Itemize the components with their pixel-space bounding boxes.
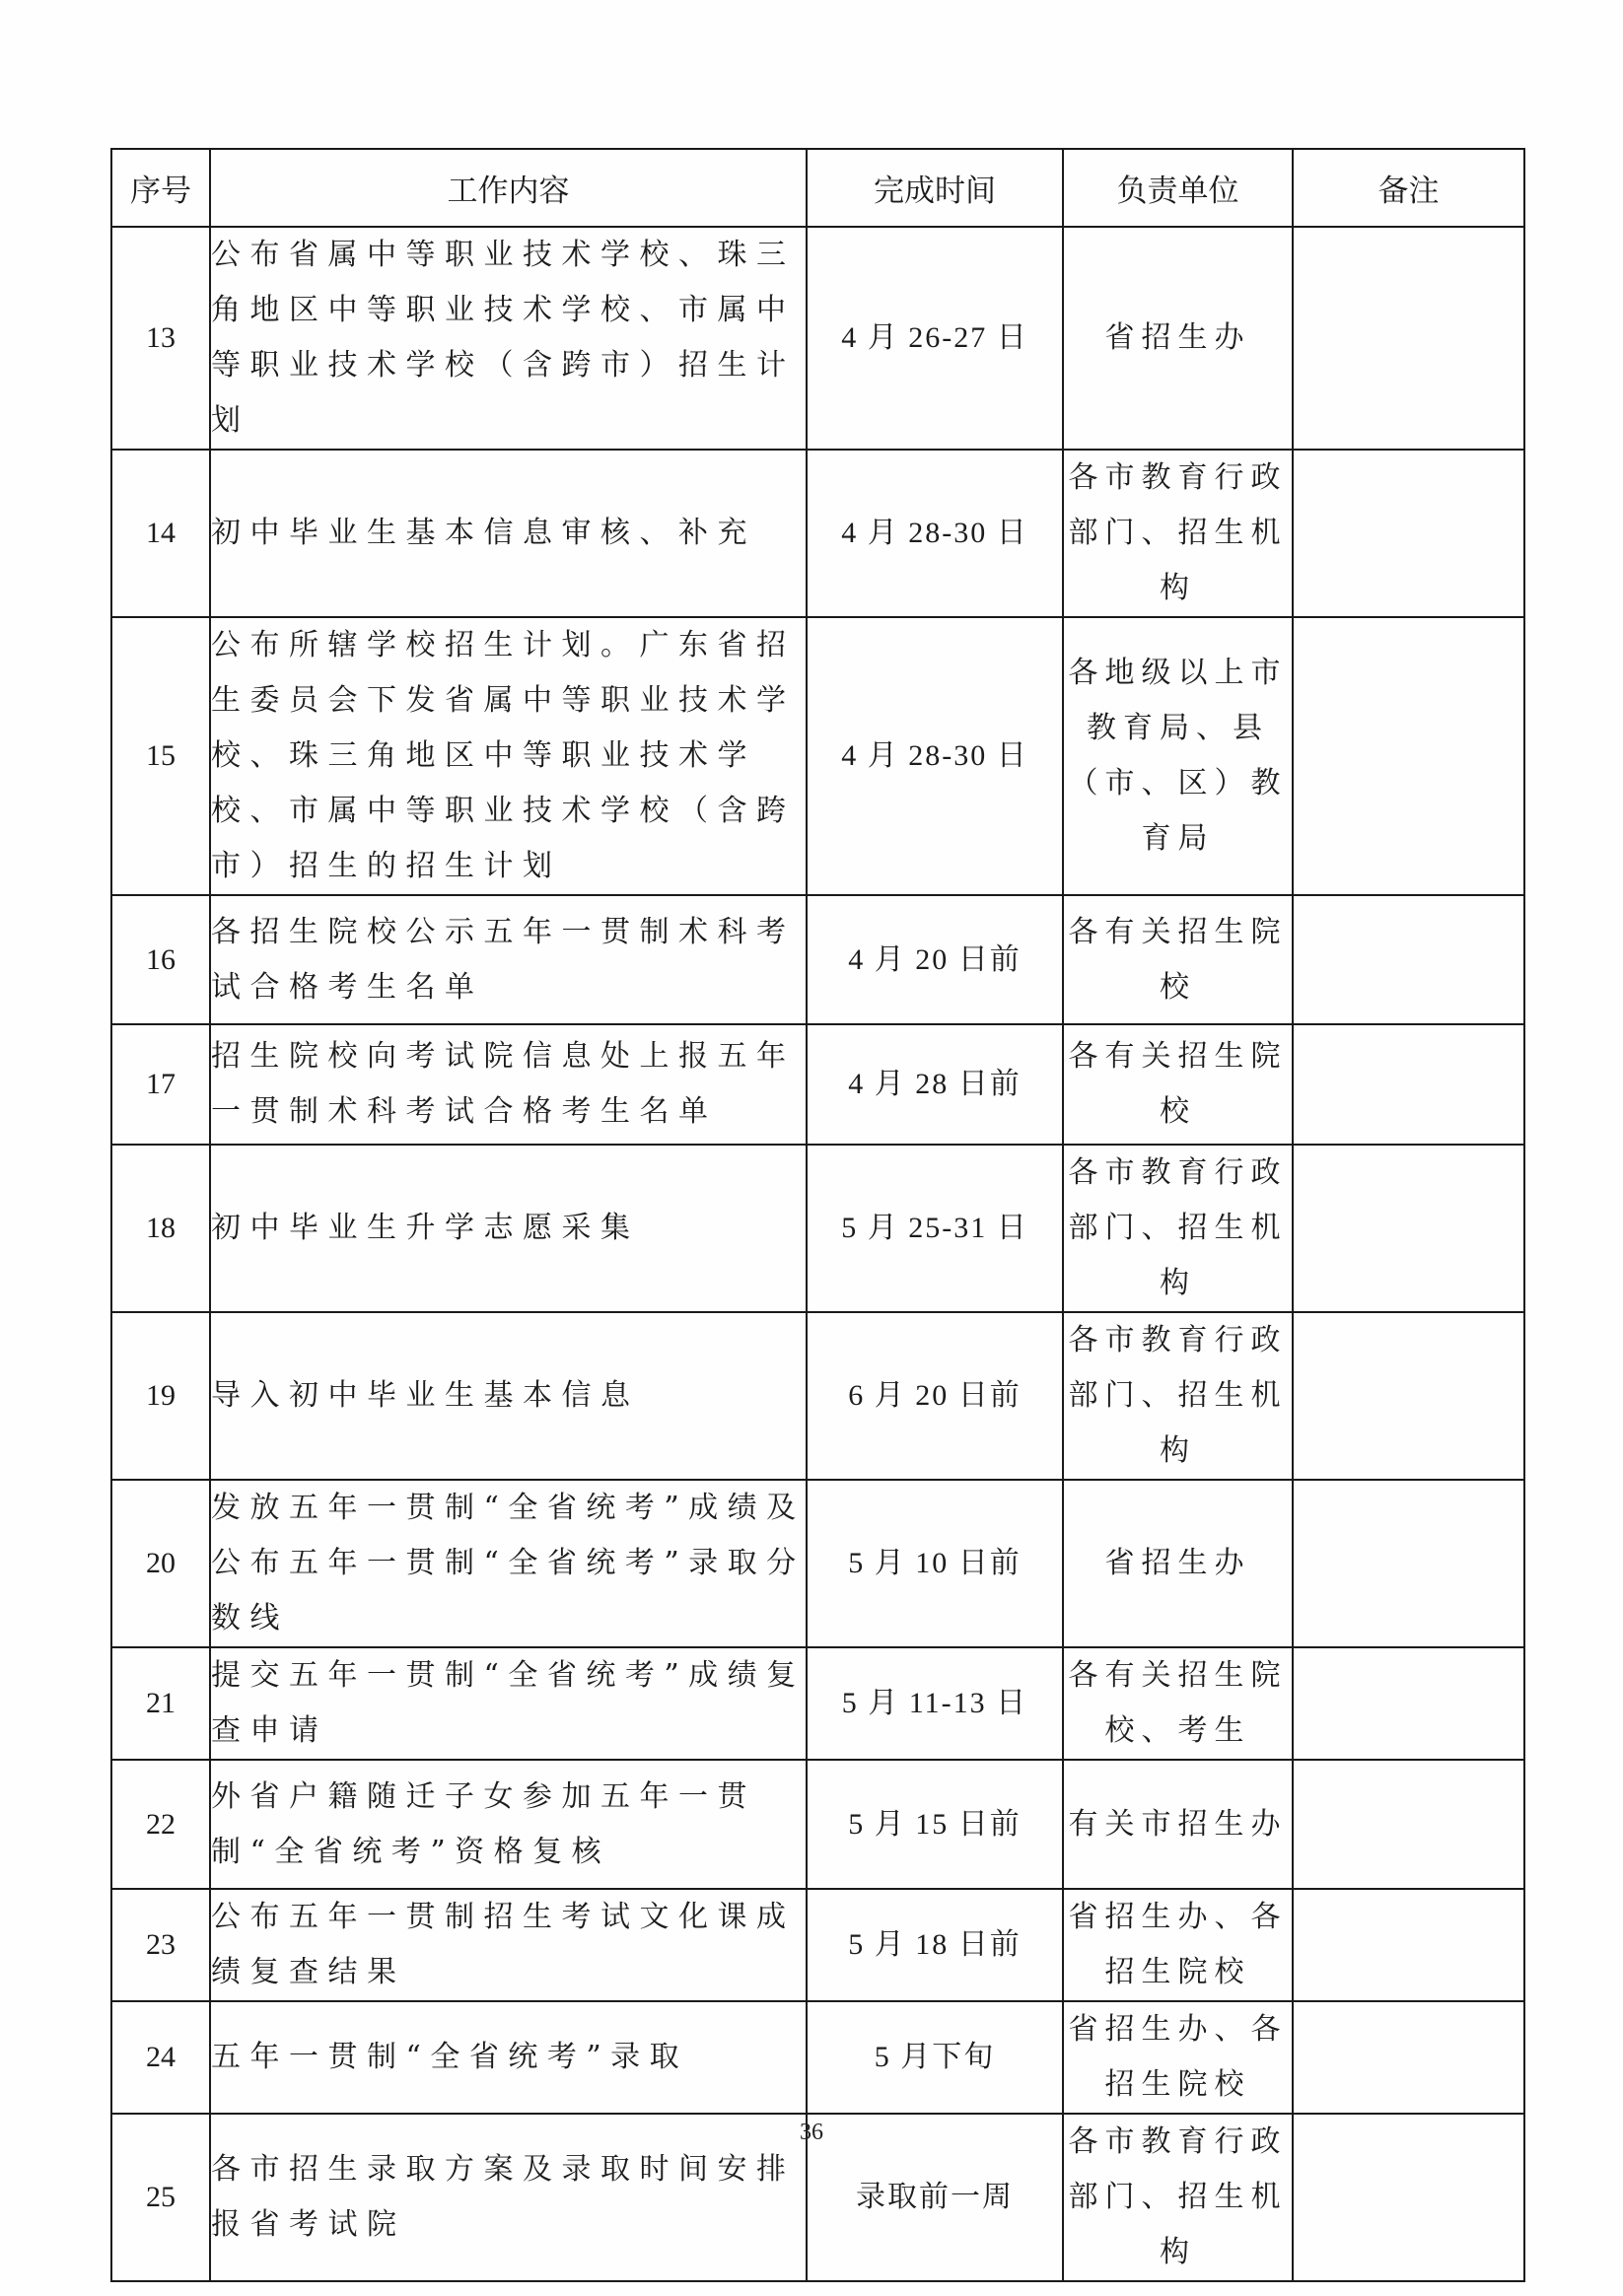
row-content: 五年一贯制“全省统考”录取: [210, 2001, 807, 2114]
row-note: [1293, 1889, 1524, 2001]
row-content: 各招生院校公示五年一贯制术科考试合格考生名单: [210, 895, 807, 1024]
row-note: [1293, 1760, 1524, 1889]
table-row: [111, 1889, 1524, 2001]
row-seq: 13: [111, 227, 210, 450]
header-content: 工作内容: [210, 149, 807, 227]
row-content: 发放五年一贯制“全省统考”成绩及公布五年一贯制“全省统考”录取分数线: [210, 1480, 807, 1647]
row-time: 4 月 28-30 日: [807, 617, 1063, 895]
row-seq: 24: [111, 2001, 210, 2114]
header-unit: 负责单位: [1063, 149, 1293, 227]
table-header-row: [111, 149, 1524, 227]
row-time: 5 月 15 日前: [807, 1760, 1063, 1889]
row-unit: 省招生办、各招生院校: [1063, 1889, 1293, 2001]
row-seq: 21: [111, 1647, 210, 1760]
header-time: 完成时间: [807, 149, 1063, 227]
row-unit: 省招生办: [1063, 227, 1293, 450]
row-unit: 省招生办: [1063, 1480, 1293, 1647]
row-content: 外省户籍随迁子女参加五年一贯制“全省统考”资格复核: [210, 1760, 807, 1889]
row-note: [1293, 895, 1524, 1024]
header-seq: 序号: [111, 149, 210, 227]
table-row: [111, 617, 1524, 895]
row-seq: 14: [111, 450, 210, 617]
table-row: [111, 450, 1524, 617]
row-note: [1293, 617, 1524, 895]
row-content: 导入初中毕业生基本信息: [210, 1312, 807, 1480]
table-row: [111, 2001, 1524, 2114]
row-time: 6 月 20 日前: [807, 1312, 1063, 1480]
row-time: 5 月 10 日前: [807, 1480, 1063, 1647]
row-content: 提交五年一贯制“全省统考”成绩复查申请: [210, 1647, 807, 1760]
row-note: [1293, 1312, 1524, 1480]
row-unit: 省招生办、各招生院校: [1063, 2001, 1293, 2114]
row-note: [1293, 450, 1524, 617]
row-unit: 各市教育行政部门、招生机构: [1063, 450, 1293, 617]
row-seq: 15: [111, 617, 210, 895]
table-row: [111, 895, 1524, 1024]
row-time: 4 月 28-30 日: [807, 450, 1063, 617]
row-note: [1293, 1480, 1524, 1647]
row-time: 录取前一周: [807, 2114, 1063, 2281]
row-unit: 各有关招生院校: [1063, 895, 1293, 1024]
row-note: [1293, 227, 1524, 450]
row-seq: 23: [111, 1889, 210, 2001]
row-time: 4 月 20 日前: [807, 895, 1063, 1024]
row-note: [1293, 1145, 1524, 1312]
row-time: 4 月 26-27 日: [807, 227, 1063, 450]
row-time: 5 月 18 日前: [807, 1889, 1063, 2001]
row-time: 5 月 25-31 日: [807, 1145, 1063, 1312]
row-unit: 各有关招生院校: [1063, 1024, 1293, 1145]
row-content: 各市招生录取方案及录取时间安排报省考试院: [210, 2114, 807, 2281]
row-time: 5 月下旬: [807, 2001, 1063, 2114]
row-seq: 20: [111, 1480, 210, 1647]
row-note: [1293, 2001, 1524, 2114]
row-unit: 各有关招生院校、考生: [1063, 1647, 1293, 1760]
table-row: [111, 1312, 1524, 1480]
table-row: [111, 1647, 1524, 1760]
header-note: 备注: [1293, 149, 1524, 227]
table-row: [111, 1145, 1524, 1312]
row-seq: 16: [111, 895, 210, 1024]
row-seq: 19: [111, 1312, 210, 1480]
row-unit: 有关市招生办: [1063, 1760, 1293, 1889]
row-seq: 22: [111, 1760, 210, 1889]
row-seq: 17: [111, 1024, 210, 1145]
row-unit: 各地级以上市教育局、县（市、区）教育局: [1063, 617, 1293, 895]
schedule-table: [110, 148, 1525, 2282]
table-row: [111, 1480, 1524, 1647]
row-seq: 18: [111, 1145, 210, 1312]
row-note: [1293, 1647, 1524, 1760]
page-number: 36: [800, 2120, 823, 2145]
row-time: 4 月 28 日前: [807, 1024, 1063, 1145]
row-time: 5 月 11-13 日: [807, 1647, 1063, 1760]
table-row: [111, 1760, 1524, 1889]
row-note: [1293, 1024, 1524, 1145]
table-row: [111, 227, 1524, 450]
row-seq: 25: [111, 2114, 210, 2281]
row-content: 初中毕业生升学志愿采集: [210, 1145, 807, 1312]
row-content: 初中毕业生基本信息审核、补充: [210, 450, 807, 617]
row-unit: 各市教育行政部门、招生机构: [1063, 1312, 1293, 1480]
row-unit: 各市教育行政部门、招生机构: [1063, 2114, 1293, 2281]
table-row: [111, 1024, 1524, 1145]
row-content: 招生院校向考试院信息处上报五年一贯制术科考试合格考生名单: [210, 1024, 807, 1145]
row-content: 公布五年一贯制招生考试文化课成绩复查结果: [210, 1889, 807, 2001]
row-content: 公布所辖学校招生计划。广东省招生委员会下发省属中等职业技术学校、珠三角地区中等职业技术学校、市属中等职业技术学校（含跨市）招生的招生计划: [210, 617, 807, 895]
row-unit: 各市教育行政部门、招生机构: [1063, 1145, 1293, 1312]
row-content: 公布省属中等职业技术学校、珠三角地区中等职业技术学校、市属中等职业技术学校（含跨市）招生计划: [210, 227, 807, 450]
